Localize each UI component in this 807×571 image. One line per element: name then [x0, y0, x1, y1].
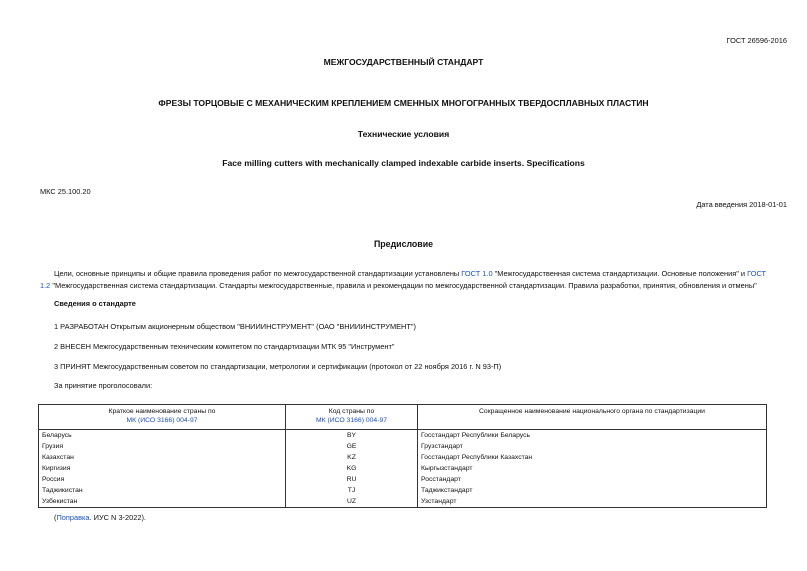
- col-code-header: [286, 405, 418, 430]
- table-row: [39, 452, 767, 463]
- para-text-1: Цели, основные принципы и общие правила проведения работ по межгосударственной стандартизации установлены: [54, 269, 462, 278]
- code-cell: KZ: [286, 452, 418, 463]
- country-cell: Беларусь: [39, 430, 286, 442]
- table-row: [39, 496, 767, 508]
- mk-iso-link-col2[interactable]: МК (ИСО 3166) 004-97: [315, 417, 388, 424]
- code-cell: BY: [286, 430, 418, 442]
- table-row: [39, 474, 767, 485]
- col-body-header: Сокращенное наименование национального органа по стандартизации: [418, 405, 767, 430]
- amendment-rest: . ИУС N 3-2022).: [89, 513, 146, 522]
- body-cell: Росстандарт: [418, 474, 767, 485]
- country-cell: Россия: [39, 474, 286, 485]
- info-item-developed: 1 РАЗРАБОТАН Открытым акционерным обществом "ВНИИИНСТРУМЕНТ" (ОАО "ВНИИИНСТРУМЕНТ"): [54, 322, 416, 331]
- info-item-adopted: 3 ПРИНЯТ Межгосударственным советом по стандартизации, метрологии и сертификации (протокол от 22 ноября 2016 г. N 93-П): [54, 362, 502, 371]
- code-cell: RU: [286, 474, 418, 485]
- body-cell: Госстандарт Республики Беларусь: [418, 430, 767, 442]
- body-cell: Таджикстандарт: [418, 485, 767, 496]
- amendment-note: [54, 513, 146, 522]
- intro-date: Дата введения 2018-01-01: [696, 200, 787, 209]
- code-cell: GE: [286, 441, 418, 452]
- col-code-header-text: Код страны по: [328, 408, 375, 415]
- body-cell: Кыргызстандарт: [418, 463, 767, 474]
- country-cell: Узбекистан: [39, 496, 286, 508]
- code-cell: KG: [286, 463, 418, 474]
- body-cell: Госстандарт Республики Казахстан: [418, 452, 767, 463]
- gost-code: ГОСТ 26596-2016: [726, 36, 787, 45]
- gost-1-2-link[interactable]: ГОСТ 1.2: [40, 269, 767, 290]
- amendment-link[interactable]: Поправка: [56, 513, 90, 522]
- table-row: [39, 485, 767, 496]
- col-country-header: [39, 405, 286, 430]
- body-cell: Грузстандарт: [418, 441, 767, 452]
- voted-label: За принятие проголосовали:: [54, 381, 153, 390]
- code-cell: UZ: [286, 496, 418, 508]
- table-row: [39, 430, 767, 442]
- country-cell: Киргизия: [39, 463, 286, 474]
- preface-heading: Предисловие: [373, 239, 434, 249]
- document-subtitle: Технические условия: [357, 129, 450, 139]
- preface-paragraph: [40, 268, 770, 292]
- mk-iso-link-col1[interactable]: МК (ИСО 3166) 004-97: [126, 417, 198, 424]
- table-row: [39, 463, 767, 474]
- para-text-3: "Межгосударственная система стандартизации. Стандарты межгосударственные, правила и рекомендации по межгосударственной стандартизации. Правила разработки, принятия, обновления и отмены": [50, 281, 757, 290]
- para-text-2: "Межгосударственная система стандартизации. Основные положения" и: [492, 269, 748, 278]
- country-cell: Таджикистан: [39, 485, 286, 496]
- gost-1-0-link[interactable]: ГОСТ 1.0: [461, 269, 493, 278]
- col-country-header-text: Краткое наименование страны по: [108, 408, 216, 415]
- voting-countries-table: [38, 404, 767, 508]
- mks-code: МКС 25.100.20: [40, 187, 91, 196]
- body-cell: Узстандарт: [418, 496, 767, 508]
- info-item-submitted: 2 ВНЕСЕН Межгосударственным техническим комитетом по стандартизации МТК 95 "Инструмент": [54, 342, 395, 351]
- code-cell: TJ: [286, 485, 418, 496]
- standard-type: МЕЖГОСУДАРСТВЕННЫЙ СТАНДАРТ: [323, 57, 484, 67]
- country-cell: Грузия: [39, 441, 286, 452]
- amendment-open: (: [54, 513, 57, 522]
- table-row: [39, 441, 767, 452]
- table-header-row: [39, 405, 767, 430]
- standard-info-heading: Сведения о стандарте: [54, 299, 136, 308]
- document-title-en: Face milling cutters with mechanically clamped indexable carbide inserts. Specifications: [222, 158, 585, 168]
- country-cell: Казахстан: [39, 452, 286, 463]
- document-title: ФРЕЗЫ ТОРЦОВЫЕ С МЕХАНИЧЕСКИМ КРЕПЛЕНИЕМ СМЕННЫХ МНОГОГРАННЫХ ТВЕРДОСПЛАВНЫХ ПЛАСТИН: [158, 98, 649, 108]
